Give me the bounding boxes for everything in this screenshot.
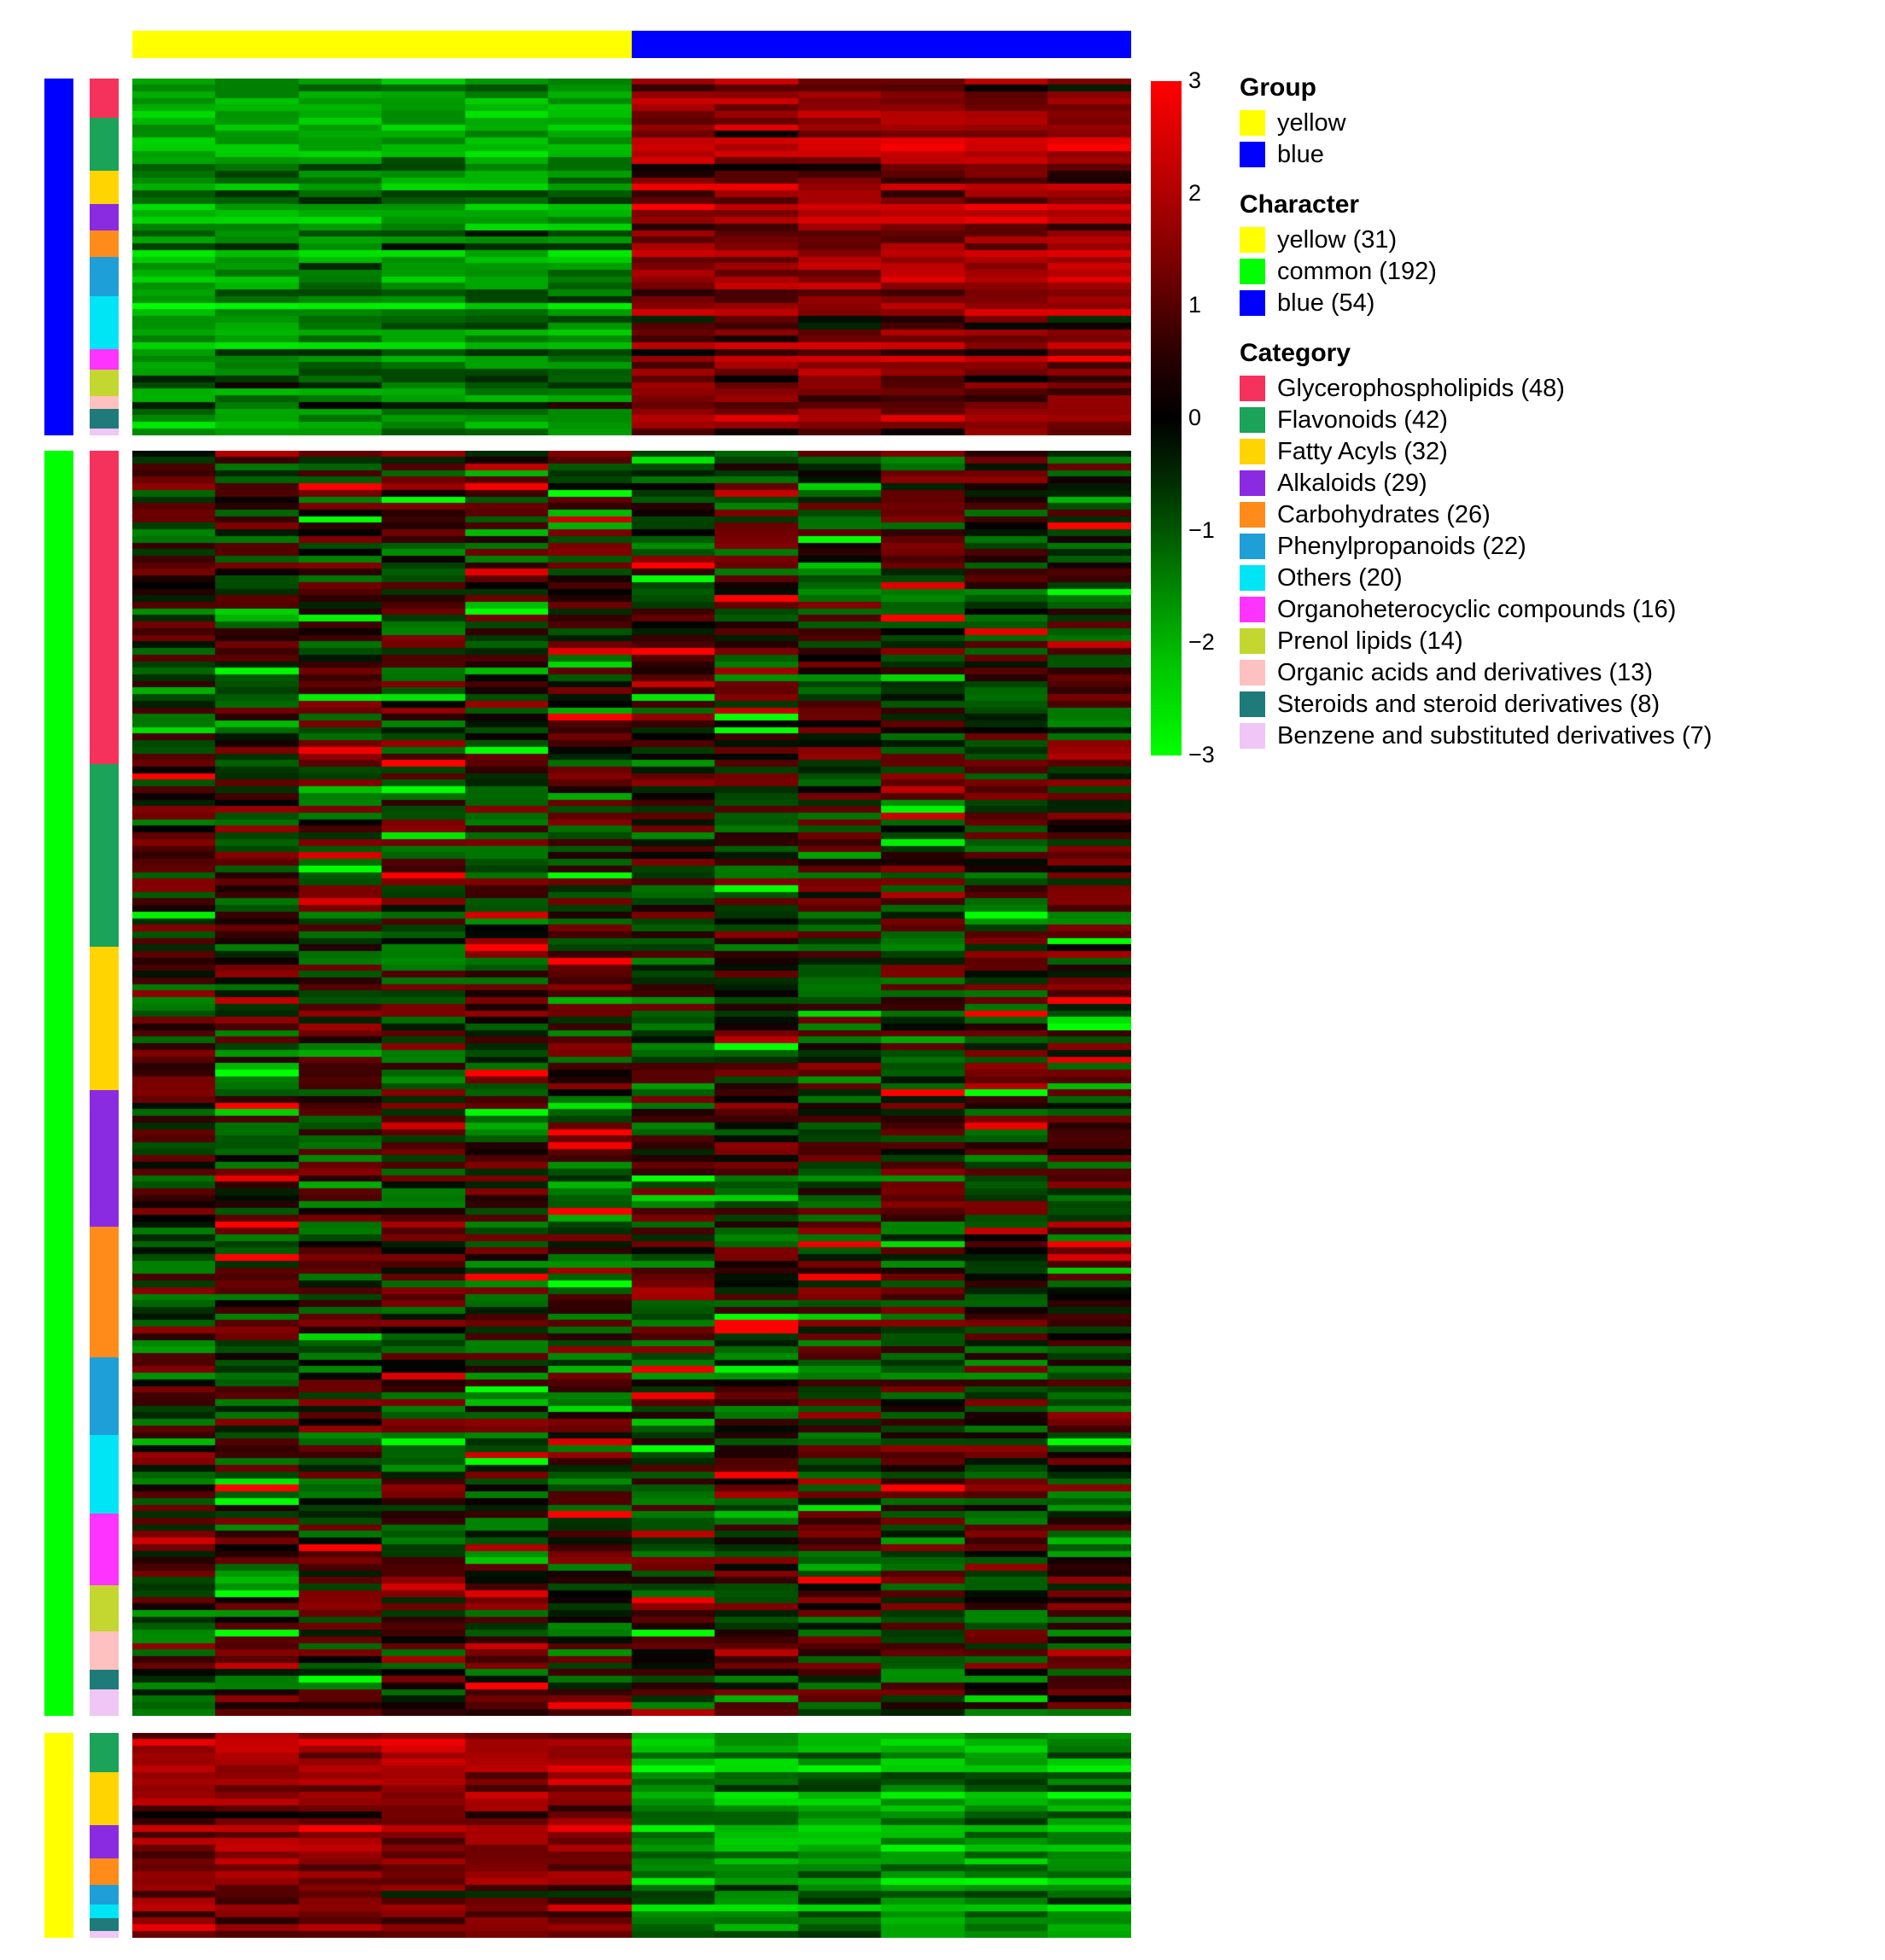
legend-category-item [1240, 659, 1871, 686]
legend-character-swatch-icon [1240, 227, 1265, 253]
category-segment [90, 1435, 119, 1514]
category-segment [90, 1357, 119, 1436]
category-segment [90, 1931, 119, 1938]
colorbar-tick: −3 [1188, 742, 1215, 767]
legend-category-swatch-icon [1240, 628, 1265, 654]
colorbar-tick: −1 [1188, 516, 1215, 543]
category-segment [90, 409, 119, 429]
category-segment [90, 1514, 119, 1585]
legend-category-swatch-icon [1240, 502, 1265, 528]
legend-category-label: Others (20) [1277, 564, 1403, 592]
legend-category-label: Prenol lipids (14) [1277, 627, 1463, 655]
legend-character-title: Character [1240, 190, 1360, 219]
legend-category-label: Organoheterocyclic compounds (16) [1277, 596, 1677, 623]
category-segment [90, 1905, 119, 1917]
category-segment [90, 429, 119, 435]
category-segment [90, 1689, 119, 1716]
legend-category-label: Steroids and steroid derivatives (8) [1277, 691, 1660, 718]
legend-character-item [1240, 226, 1871, 254]
category-segment [90, 370, 119, 396]
legend-category-label: Phenylpropanoids (22) [1277, 533, 1526, 560]
legend-character [1240, 190, 1871, 317]
category-strip-block-2 [90, 1733, 119, 1938]
legend-character-swatch-icon [1240, 290, 1265, 316]
legend-category-item [1240, 438, 1871, 465]
column-group-segment-1 [632, 31, 1131, 58]
legend-category-label: Flavonoids (42) [1277, 406, 1448, 434]
legend-category-item [1240, 596, 1871, 623]
legend-category-swatch-icon [1240, 660, 1265, 685]
category-segment [90, 118, 119, 171]
legend-category-swatch-icon [1240, 376, 1265, 401]
column-group-bar [132, 31, 1131, 58]
legend-category-swatch-icon [1240, 534, 1265, 559]
category-segment [90, 230, 119, 257]
legend-group-item [1240, 141, 1871, 168]
legend-category-swatch-icon [1240, 439, 1265, 464]
category-segment [90, 451, 119, 764]
legend-group-item [1240, 109, 1871, 137]
legend-category-item [1240, 627, 1871, 655]
legend-group-label: blue [1277, 141, 1324, 168]
category-segment [90, 1585, 119, 1630]
legend-character-label: common (192) [1277, 258, 1437, 285]
colorbar-tick: 0 [1188, 405, 1202, 430]
category-segment [90, 947, 119, 1090]
category-segment [90, 1885, 119, 1905]
category-segment [90, 79, 119, 118]
category-segment [90, 396, 119, 409]
category-segment [90, 171, 119, 204]
category-segment [90, 1227, 119, 1357]
legend-category-item [1240, 691, 1871, 718]
legend-category-item [1240, 564, 1871, 592]
heatmap-block-blue [132, 79, 1131, 435]
legend-category-item [1240, 501, 1871, 528]
category-segment [90, 1670, 119, 1689]
legend-category-item [1240, 722, 1871, 750]
category-segment [90, 349, 119, 369]
category-segment [90, 1858, 119, 1885]
category-segment [90, 1825, 119, 1858]
legend-category-swatch-icon [1240, 407, 1265, 433]
legend-category-item [1240, 533, 1871, 560]
character-strip-yellow [44, 1733, 73, 1938]
legend-category-label: Organic acids and derivatives (13) [1277, 659, 1654, 686]
legend-group-swatch-icon [1240, 110, 1265, 136]
column-group-segment-0 [132, 31, 632, 58]
colorbar-tick: 1 [1188, 292, 1202, 318]
category-segment [90, 204, 119, 230]
legend-character-swatch-icon [1240, 259, 1265, 284]
character-strip-common [44, 451, 73, 1716]
colorbar-tick: 3 [1188, 67, 1202, 93]
category-segment [90, 1772, 119, 1825]
legend-category-item [1240, 375, 1871, 402]
legend-category-swatch-icon [1240, 691, 1265, 717]
legend-category [1240, 339, 1871, 750]
legend-category-label: Glycerophospholipids (48) [1277, 375, 1565, 402]
legend-group-label: yellow [1277, 109, 1346, 137]
legend-category-swatch-icon [1240, 723, 1265, 749]
category-segment [90, 1090, 119, 1227]
legend-group-title: Group [1240, 73, 1316, 102]
legend-category-label: Alkaloids (29) [1277, 470, 1427, 497]
legend-category-item [1240, 406, 1871, 434]
colorbar-tick: −2 [1188, 629, 1215, 656]
legend-category-label: Carbohydrates (26) [1277, 501, 1491, 528]
legend-group-swatch-icon [1240, 142, 1265, 167]
legend-category-swatch-icon [1240, 597, 1265, 622]
legend-category-swatch-icon [1240, 565, 1265, 591]
legend-category-item [1240, 470, 1871, 497]
category-segment [90, 1918, 119, 1931]
heatmap-block-yellow [132, 1733, 1131, 1938]
heatmap-block-common [132, 451, 1131, 1716]
category-segment [90, 1631, 119, 1671]
colorbar-tick: 2 [1188, 179, 1202, 206]
legend-category-label: Fatty Acyls (32) [1277, 438, 1448, 465]
category-strip-block-1 [90, 451, 119, 1716]
legend-category-swatch-icon [1240, 470, 1265, 496]
legend-category-title: Category [1240, 339, 1351, 367]
legend-group [1240, 73, 1871, 168]
legend-panel [1240, 73, 1871, 772]
category-segment [90, 1733, 119, 1772]
category-segment [90, 764, 119, 947]
legend-category-label: Benzene and substituted derivatives (7) [1277, 722, 1713, 750]
legend-character-item [1240, 289, 1871, 317]
legend-character-item [1240, 258, 1871, 285]
character-strip-blue [44, 79, 73, 435]
category-segment [90, 296, 119, 349]
colorbar [1151, 81, 1182, 755]
legend-character-label: blue (54) [1277, 289, 1375, 317]
category-segment [90, 257, 119, 296]
category-strip-block-0 [90, 79, 119, 435]
legend-character-label: yellow (31) [1277, 226, 1398, 254]
